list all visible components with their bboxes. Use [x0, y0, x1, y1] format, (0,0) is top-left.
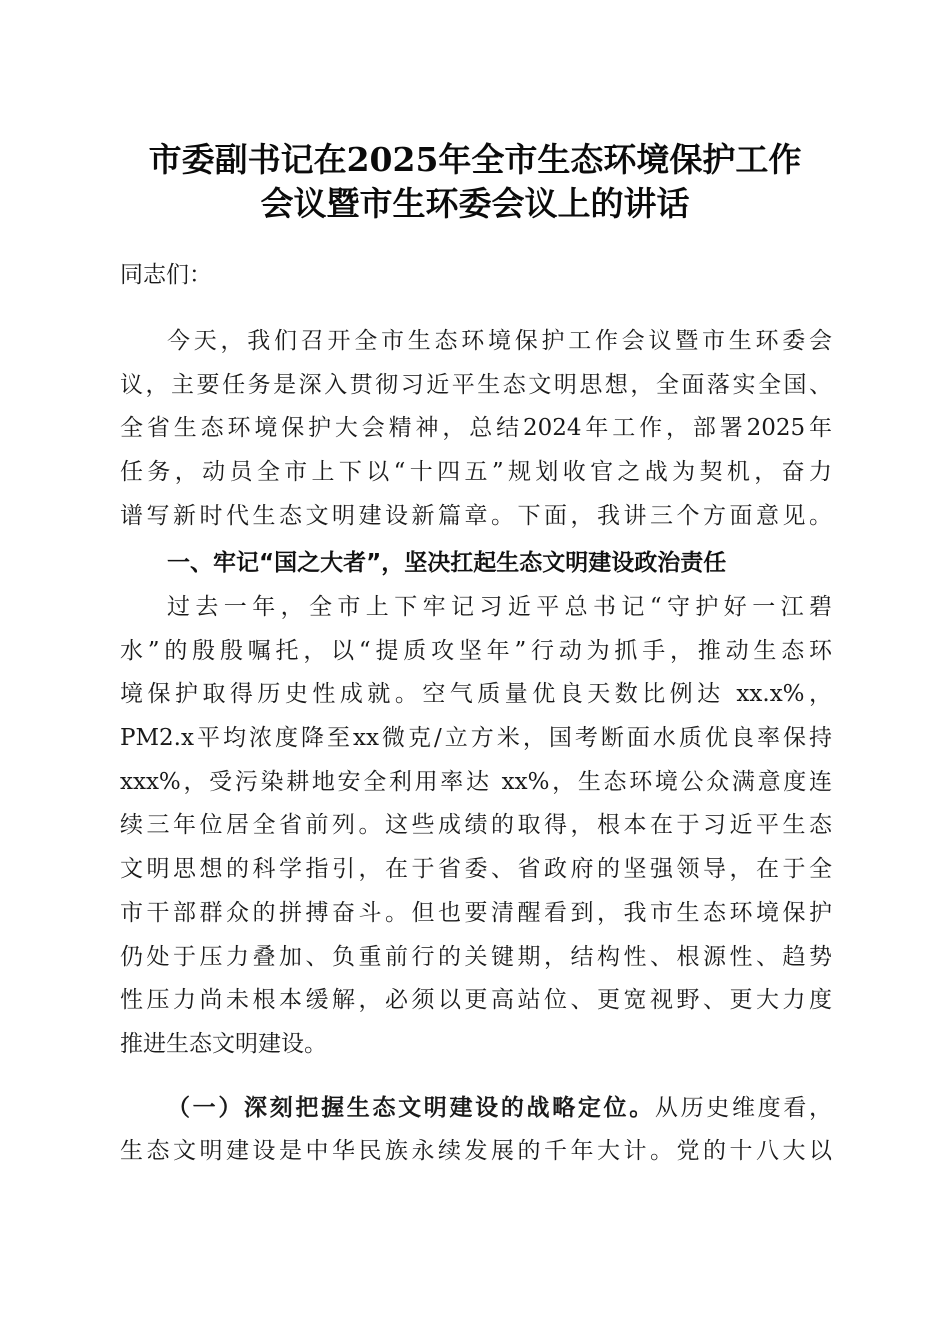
- paragraph-line: 全省生态环境保护大会精神，总结2024年工作，部署2025年: [120, 415, 832, 442]
- paragraph-line: 推进生态文明建设。: [120, 1030, 327, 1057]
- paragraph-line: 文明思想的科学指引，在于省委、省政府的坚强领导，在于全: [120, 856, 832, 883]
- section-heading-1: [120, 542, 832, 586]
- paragraph-line-rest: 从历史维度看，: [654, 1095, 833, 1121]
- document-title-line-1: 市委副书记在2025年全市生态环境保护工作: [148, 140, 802, 179]
- paragraph-line: 仍处于压力叠加、负重前行的关键期，结构性、根源性、趋势: [120, 943, 832, 970]
- paragraph-line: 性压力尚未根本缓解，必须以更高站位、更宽视野、更大力度: [120, 987, 832, 1014]
- paragraph-line: 生态文明建设是中华民族永续发展的千年大计。党的十八大以: [120, 1137, 832, 1164]
- paragraph-line: 续三年位居全省前列。这些成绩的取得，根本在于习近平生态: [120, 812, 832, 839]
- paragraph-line: 境保护取得历史性成就。空气质量优良天数比例达 xx.x%，: [120, 681, 832, 708]
- paragraph-line: 议，主要任务是深入贯彻习近平生态文明思想，全面落实全国、: [120, 371, 832, 398]
- paragraph-line: xxx%，受污染耕地安全利用率达 xx%，生态环境公众满意度连: [120, 768, 832, 795]
- paragraph-line: 水”的殷殷嘱托，以“提质攻坚年”行动为抓手，推动生态环: [120, 637, 832, 664]
- greeting: [120, 254, 832, 298]
- paragraph-line: [120, 1086, 832, 1130]
- paragraph-intro: [120, 320, 832, 538]
- paragraph-line: 任务，动员全市上下以“十四五”规划收官之战为契机，奋力: [120, 459, 832, 486]
- paragraph-strategic-position: [120, 1086, 832, 1173]
- greeting-text: 同志们：: [120, 262, 212, 288]
- paragraph-line: 谱写新时代生态文明建设新篇章。下面，我讲三个方面意见。: [120, 502, 832, 529]
- paragraph-line: 市干部群众的拼搏奋斗。但也要清醒看到，我市生态环境保护: [120, 899, 832, 926]
- paragraph-line: 过去一年，全市上下牢记习近平总书记“守护好一江碧: [167, 594, 832, 620]
- document-title-line-2: 会议暨市生环委会议上的讲话: [260, 184, 690, 223]
- paragraph-achievements: [120, 586, 832, 1067]
- section-heading-text: 一、牢记“国之大者”，坚决扛起生态文明建设政治责任: [167, 550, 727, 576]
- paragraph-line: 今天，我们召开全市生态环境保护工作会议暨市生环委会: [167, 328, 832, 354]
- sub-heading-text: （一）深刻把握生态文明建设的战略定位。: [167, 1094, 655, 1121]
- paragraph-line: PM2.x平均浓度降至xx微克/立方米，国考断面水质优良率保持: [120, 725, 832, 752]
